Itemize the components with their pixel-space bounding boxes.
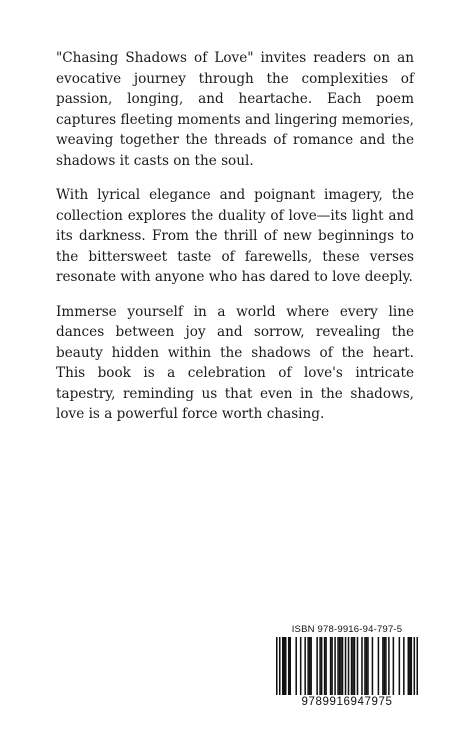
barcode-bar	[354, 637, 356, 695]
barcode-bar	[334, 637, 336, 695]
barcode-bar	[285, 637, 287, 695]
barcode-bar	[325, 637, 327, 695]
barcode-bar	[279, 637, 281, 695]
barcode-bar	[411, 637, 413, 695]
barcode-bar	[331, 637, 333, 695]
barcode-bar	[409, 637, 411, 695]
barcode-bar	[310, 637, 312, 695]
barcode-bar	[289, 637, 291, 695]
barcode-bar	[300, 637, 302, 695]
barcode-bar	[382, 637, 384, 695]
barcode-bar	[276, 637, 278, 695]
barcode-bar	[378, 637, 380, 695]
barcode-bar	[342, 637, 344, 695]
barcode-bar	[316, 637, 318, 695]
barcode-bar	[345, 637, 347, 695]
barcode-bar	[330, 637, 332, 695]
barcode-bar	[372, 637, 374, 695]
barcode-bar	[351, 637, 353, 695]
barcode-bar	[352, 637, 354, 695]
barcode-bar	[385, 637, 387, 695]
barcode-bar	[366, 637, 368, 695]
barcode-icon	[276, 637, 418, 695]
barcode-bar	[348, 637, 350, 695]
barcode-bar	[367, 637, 369, 695]
barcode-bar	[324, 637, 326, 695]
barcode-bar	[408, 637, 410, 695]
barcode-bar	[307, 637, 309, 695]
barcode-bar	[361, 637, 363, 695]
isbn-barcode-block	[276, 624, 418, 708]
isbn-label: ISBN 978-9916-94-797-5	[291, 624, 403, 635]
barcode-bar	[384, 637, 386, 695]
barcode-bar	[282, 637, 284, 695]
barcode-bar	[414, 637, 416, 695]
barcode-bar	[304, 637, 306, 695]
description-paragraph-1: "Chasing Shadows of Love" invites readers on an evocative journey through the complexities of passion, longing, and heartache. Each poem captures fleeting moments and lingering memories, weaving together the threads of romance and the shadows it casts on the soul.	[56, 50, 414, 169]
barcode-bar	[295, 637, 297, 695]
barcode-bar	[340, 637, 342, 695]
description-paragraph-2: With lyrical elegance and poignant imagery, the collection explores the duality of love—its light and its darkness. From the thrill of new beginnings to the bittersweet taste of farewells, these verses resonate with anyone who has dared to love deeply.	[56, 187, 414, 285]
description-paragraph-3: Immerse yourself in a world where every line dances between joy and sorrow, revealing the beauty hidden within the shadows of the heart. This book is a celebration of love's intricate tapestry, reminding us that even in the shadows, love is a powerful force worth chasing.	[56, 303, 414, 422]
barcode-bar	[337, 637, 339, 695]
barcode-bar	[388, 637, 390, 695]
barcode-bar	[283, 637, 285, 695]
barcode-bar	[393, 637, 395, 695]
back-cover-description	[56, 48, 414, 439]
barcode-bar	[288, 637, 290, 695]
barcode-digits: 9789916947975	[301, 696, 393, 708]
barcode-bar	[357, 637, 359, 695]
barcode-bar	[417, 637, 418, 695]
barcode-bar	[339, 637, 341, 695]
barcode-bar	[364, 637, 366, 695]
barcode-bar	[399, 637, 401, 695]
barcode-bar	[309, 637, 311, 695]
barcode-bar	[319, 637, 321, 695]
barcode-bar	[321, 637, 323, 695]
barcode-bar	[403, 637, 405, 695]
